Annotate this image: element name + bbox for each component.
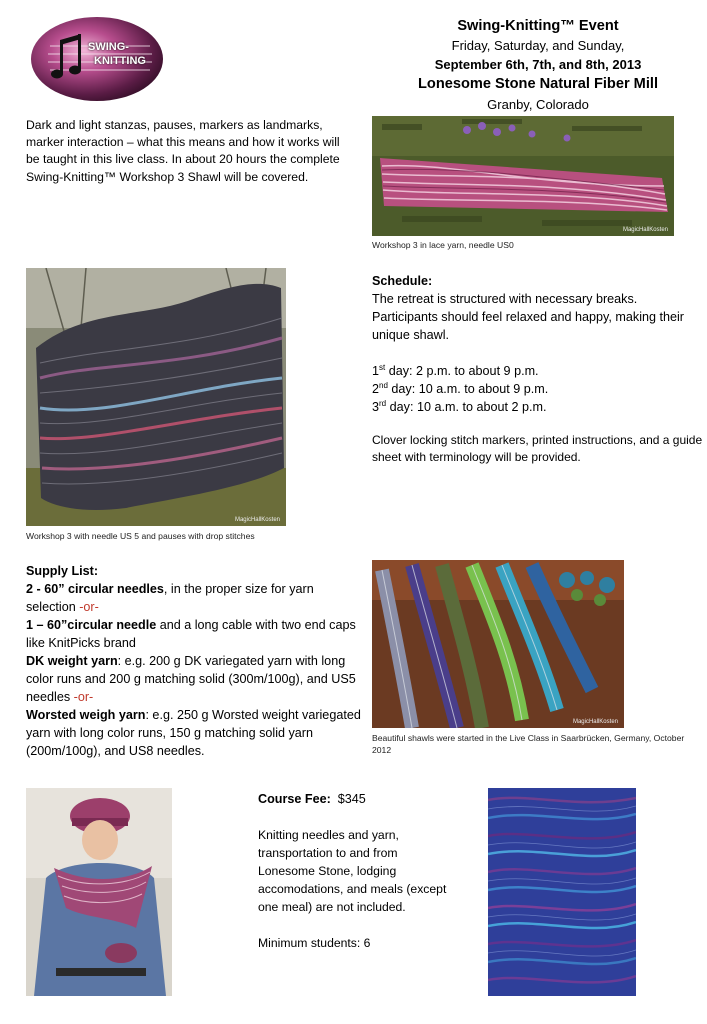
- supply-item-4-name: Worsted weigh yarn: [26, 708, 146, 722]
- day-1-text: day: 2 p.m. to about 9 p.m.: [385, 364, 539, 378]
- day-3-text: day: 10 a.m. to about 2 p.m.: [386, 400, 547, 414]
- supply-heading: Supply List:: [26, 564, 99, 578]
- caption-photo-3: Beautiful shawls were started in the Live Class in Saarbrücken, Germany, October 2012: [372, 733, 685, 755]
- supply-item-2: [26, 616, 362, 652]
- watermark-1: MagicHallKosten: [622, 227, 668, 233]
- course-fee: [258, 790, 448, 808]
- supply-item-1: [26, 580, 362, 616]
- supply-item-3-name: DK weight yarn: [26, 654, 118, 668]
- watermark-3: MagicHallKosten: [572, 719, 618, 725]
- swing-knitting-logo: [30, 16, 164, 102]
- watermark-2: MagicHallKosten: [234, 517, 280, 523]
- day-3-num: 3: [372, 400, 380, 414]
- event-venue: Lonesome Stone Natural Fiber Mill: [417, 76, 659, 92]
- intro-paragraph: Dark and light stanzas, pauses, markers as landmarks, marker interaction – what this means and how it works will be taught in this live class. In about 20 hours the complete Swing-Knitting™ Workshop 3 Shawl will be covered.: [26, 118, 340, 184]
- supply-item-2-name: 1 – 60”circular needle: [26, 618, 157, 632]
- day-2-text: day: 10 a.m. to about 9 p.m.: [387, 382, 549, 396]
- supply-or-1: -or-: [79, 600, 99, 614]
- supply-or-2: -or-: [73, 690, 94, 704]
- schedule-heading: Schedule:: [372, 274, 433, 288]
- schedule-provided: Clover locking stitch markers, printed instructions, and a guide sheet with terminology will be provided.: [372, 433, 703, 464]
- event-header: [372, 16, 704, 115]
- supply-item-3: [26, 652, 362, 706]
- logo-line-1: SWING-: [88, 41, 129, 53]
- supply-item-4: [26, 706, 362, 760]
- fee-exclusions: Knitting needles and yarn, transportation to and from Lonesome Stone, lodging accomodations, and meals (except one meal) are not included.: [258, 828, 447, 914]
- day-3-sup: rd: [379, 398, 387, 408]
- supply-item-2-desc: and a long cable with two end caps like KnitPicks brand: [26, 618, 356, 650]
- photo-pink-shawl: [372, 116, 674, 236]
- event-days: Friday, Saturday, and Sunday,: [451, 38, 625, 53]
- event-location: Granby, Colorado: [487, 97, 589, 112]
- supply-item-1-name: 2 - 60” circular needles: [26, 582, 164, 596]
- supply-item-1-desc: , in the proper size for yarn selection: [26, 582, 314, 614]
- supply-list: [26, 562, 362, 760]
- supply-item-3-desc: : e.g. 200 g DK variegated yarn with long color runs and 200 g matching solid (300m/100g), and US5 needles: [26, 654, 356, 704]
- schedule-day-2: [372, 380, 706, 398]
- minimum-students: Minimum students: 6: [258, 936, 371, 950]
- photo-blue-knitting: [488, 788, 636, 996]
- caption-photo-1: Workshop 3 in lace yarn, needle US0: [372, 240, 514, 250]
- course-fee-label: Course Fee:: [258, 792, 331, 806]
- photo-model-shawl: [26, 788, 172, 996]
- day-1-sup: st: [379, 362, 386, 372]
- day-2-sup: nd: [379, 380, 388, 390]
- schedule-day-3: [372, 398, 706, 416]
- schedule-intro: The retreat is structured with necessary breaks. Participants should feel relaxed and happy, making their unique shawl.: [372, 292, 684, 342]
- schedule-section: [372, 272, 706, 466]
- course-fee-amount: $345: [337, 792, 366, 806]
- photo-hanging-shawl: [26, 268, 286, 526]
- event-title: Swing-Knitting™ Event: [457, 18, 619, 34]
- caption-photo-2: Workshop 3 with needle US 5 and pauses with drop stitches: [26, 531, 255, 541]
- logo-line-2: KNITTING: [94, 55, 146, 67]
- supply-item-4-desc: : e.g. 250 g Worsted weight variegated yarn with long color runs, 150 g matching solid yarn (200m/100g), and US8 needles.: [26, 708, 361, 758]
- event-dates: September 6th, 7th, and 8th, 2013: [434, 57, 642, 72]
- logo-text: [88, 40, 158, 68]
- photo-class-shawls: [372, 560, 624, 728]
- schedule-day-1: [372, 362, 706, 380]
- day-2-num: 2: [372, 382, 380, 396]
- course-fee-section: [258, 790, 448, 952]
- day-1-num: 1: [372, 364, 380, 378]
